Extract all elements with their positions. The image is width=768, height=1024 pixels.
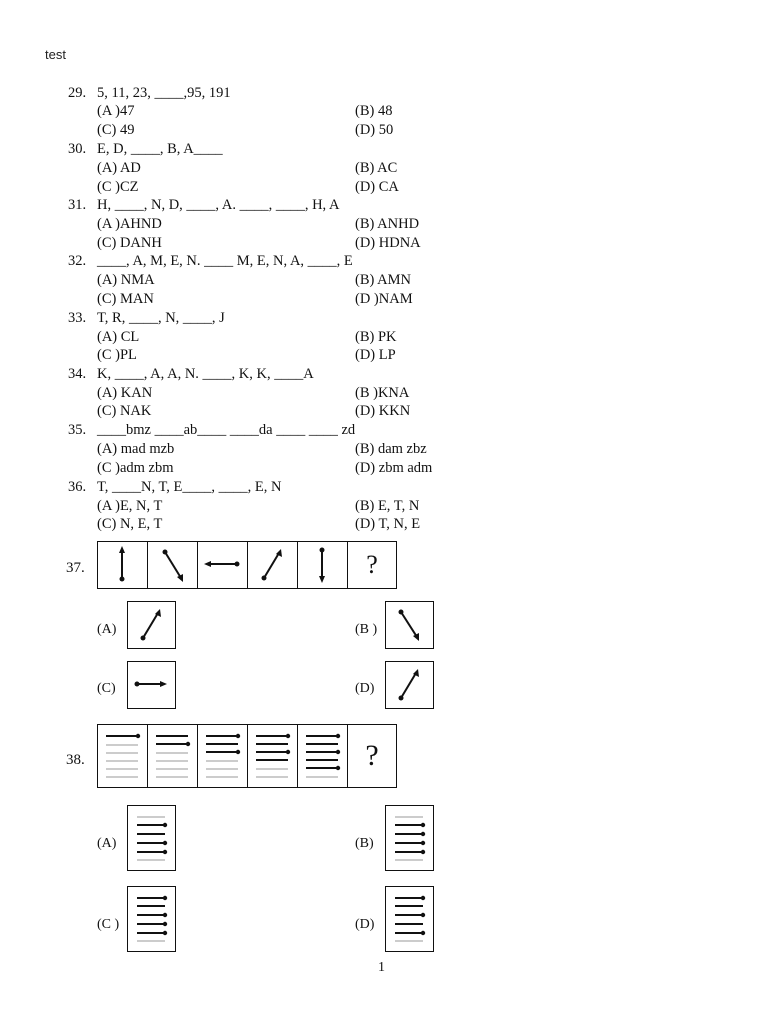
option-c: (C) NAK <box>97 403 152 419</box>
horizontal-arrow-icon[interactable] <box>127 661 176 709</box>
option-a: (A) AD <box>97 160 141 176</box>
option-d: (D) KKN <box>355 403 411 419</box>
option-b: (B) ANHD <box>355 216 420 232</box>
page-number: 1 <box>378 960 385 975</box>
question-text: 5, 11, 23, ____,95, 191 <box>97 85 231 101</box>
option-d: (D) zbm adm <box>355 460 433 476</box>
option-a: (A) mad mzb <box>97 441 175 457</box>
question-text: T, ____N, T, E____, ____, E, N <box>97 479 282 495</box>
option-a: (A) CL <box>97 329 140 345</box>
option-b: (B) dam zbz <box>355 441 427 457</box>
vertical-arrow-icon <box>97 541 148 589</box>
option-a-label: (A) <box>97 622 117 637</box>
question-number: 35. <box>68 422 87 438</box>
question-number: 29. <box>68 85 87 101</box>
diagonal-up-arrow-icon[interactable] <box>127 601 176 649</box>
option-b-label: (B) <box>355 836 374 851</box>
option-c: (C) N, E, T <box>97 516 163 532</box>
option-b: (B )KNA <box>355 385 410 401</box>
option-b: (B) E, T, N <box>355 498 420 514</box>
option-b: (B) AMN <box>355 272 411 288</box>
question-number: 38. <box>66 752 85 768</box>
question-text: H, ____, N, D, ____, A. ____, ____, H, A <box>97 197 340 213</box>
option-c-label: (C ) <box>97 917 120 932</box>
diagonal-down-arrow-icon <box>147 541 198 589</box>
question-number: 36. <box>68 479 87 495</box>
option-d-label: (D) <box>355 917 375 932</box>
option-a: (A )47 <box>97 103 135 119</box>
question-text: T, R, ____, N, ____, J <box>97 310 225 326</box>
lines-4-icon <box>247 724 298 788</box>
option-c: (C) DANH <box>97 235 162 251</box>
question-number: 37. <box>66 560 85 576</box>
question-mark-cell: ? <box>347 541 397 589</box>
option-d: (D) CA <box>355 179 399 195</box>
option-b: (B) AC <box>355 160 398 176</box>
option-c-label: (C) <box>97 681 116 696</box>
option-c: (C )adm zbm <box>97 460 174 476</box>
option-a: (A )E, N, T <box>97 498 163 514</box>
lines-5-icon[interactable] <box>385 886 434 952</box>
lines-4-icon[interactable] <box>127 805 176 871</box>
diagonal-down-arrow-icon[interactable] <box>385 601 434 649</box>
option-d-label: (D) <box>355 681 375 696</box>
option-a: (A) NMA <box>97 272 155 288</box>
diagonal-up-arrow-icon[interactable] <box>385 661 434 709</box>
lines-5-icon <box>297 724 348 788</box>
option-d: (D) LP <box>355 347 396 363</box>
question-number: 32. <box>68 253 87 269</box>
question-text: E, D, ____, B, A____ <box>97 141 223 157</box>
question-number: 33. <box>68 310 87 326</box>
question-mark-cell: ? <box>347 724 397 788</box>
question-text: ____bmz ____ab____ ____da ____ ____ zd <box>97 422 356 438</box>
option-c: (C )PL <box>97 347 137 363</box>
vertical-arrow-icon <box>297 541 348 589</box>
horizontal-arrow-icon <box>197 541 248 589</box>
question-text: K, ____, A, A, N. ____, K, K, ____A <box>97 366 314 382</box>
question-text: ____, A, M, E, N. ____ M, E, N, A, ____, E <box>97 253 353 269</box>
option-b: (B) 48 <box>355 103 393 119</box>
lines-1-icon <box>97 724 148 788</box>
lines-4-icon[interactable] <box>385 805 434 871</box>
option-a: (A )AHND <box>97 216 162 232</box>
diagonal-up-arrow-icon <box>247 541 298 589</box>
question-number: 34. <box>68 366 87 382</box>
option-d: (D) HDNA <box>355 235 421 251</box>
option-d: (D) 50 <box>355 122 394 138</box>
lines-2-icon <box>147 724 198 788</box>
option-d: (D) T, N, E <box>355 516 421 532</box>
header-label: test <box>45 47 66 62</box>
question-number: 30. <box>68 141 87 157</box>
option-a: (A) KAN <box>97 385 153 401</box>
option-c: (C) MAN <box>97 291 154 307</box>
option-d: (D )NAM <box>355 291 413 307</box>
lines-5-icon[interactable] <box>127 886 176 952</box>
option-a-label: (A) <box>97 836 117 851</box>
question-number: 31. <box>68 197 87 213</box>
lines-3-icon <box>197 724 248 788</box>
option-b: (B) PK <box>355 329 397 345</box>
option-b-label: (B ) <box>355 622 378 637</box>
option-c: (C )CZ <box>97 179 139 195</box>
option-c: (C) 49 <box>97 122 135 138</box>
